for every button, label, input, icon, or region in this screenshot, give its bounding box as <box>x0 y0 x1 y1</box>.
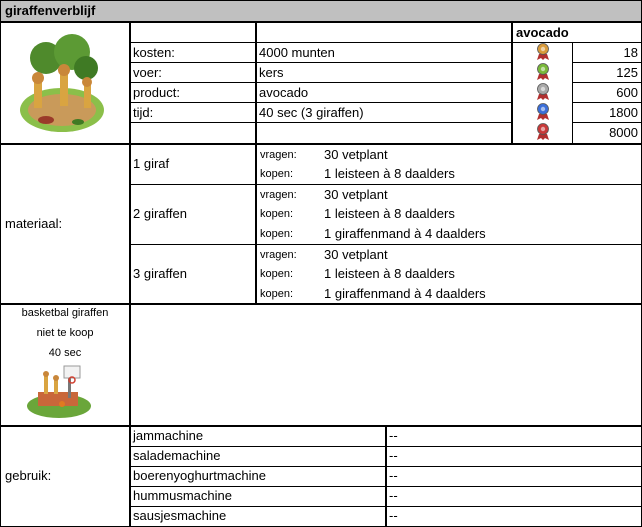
info-value-product: avocado <box>259 85 309 100</box>
decor-availability: niet te koop <box>36 327 94 339</box>
line-key: vragen: <box>260 149 297 161</box>
machine-name: jammachine <box>133 428 204 443</box>
line-key: vragen: <box>260 189 297 201</box>
decor-empty-cell <box>130 304 642 426</box>
machine-value: -- <box>389 448 398 463</box>
machine-value: -- <box>389 488 398 503</box>
line-value: 1 leisteen à 8 daalders <box>324 206 455 221</box>
line-key: kopen: <box>260 208 294 220</box>
blue-medal-icon <box>536 103 550 121</box>
info-label-voer: voer: <box>133 65 162 80</box>
machine-value: -- <box>389 428 398 443</box>
info-label-tijd: tijd: <box>133 105 154 120</box>
giraffe-enclosure-image <box>16 30 108 135</box>
group-name-2-giraffen: 2 giraffen <box>133 206 187 221</box>
basketball-giraffes-image <box>24 364 94 420</box>
silver-medal-icon <box>536 83 550 101</box>
info-value-voer: kers <box>259 65 284 80</box>
info-value-tijd: 40 sec (3 giraffen) <box>259 105 364 120</box>
materiaal-label: materiaal: <box>5 216 63 231</box>
line-value: 30 vetplant <box>324 187 388 202</box>
group-name-3-giraffen: 3 giraffen <box>133 266 187 281</box>
info-label-product: product: <box>133 85 180 100</box>
line-value: 1 leisteen à 8 daalders <box>324 266 455 281</box>
medal-value-red: 8000 <box>609 125 638 140</box>
line-value: 1 giraffenmand à 4 daalders <box>324 226 486 241</box>
group-name-1-giraf: 1 giraf <box>133 156 170 171</box>
bronze-medal-icon <box>536 43 550 61</box>
line-key: kopen: <box>260 288 294 300</box>
line-value: 1 giraffenmand à 4 daalders <box>324 286 486 301</box>
medal-value-blue: 1800 <box>609 105 638 120</box>
page-title: giraffenverblijf <box>5 3 96 18</box>
machine-name: salademachine <box>133 448 221 463</box>
decor-name: basketbal giraffen <box>21 307 109 319</box>
machine-name: boerenyoghurtmachine <box>133 468 266 483</box>
medal-value-silver: 600 <box>616 85 638 100</box>
title-bar <box>0 0 642 22</box>
line-value: 30 vetplant <box>324 147 388 162</box>
info-label-kosten: kosten: <box>133 45 175 60</box>
line-value: 30 vetplant <box>324 247 388 262</box>
medal-value-bronze: 18 <box>623 45 638 60</box>
product-box-title: avocado <box>516 25 569 40</box>
line-key: kopen: <box>260 168 294 180</box>
decor-time: 40 sec <box>48 347 82 359</box>
gebruik-values <box>386 426 642 527</box>
line-key: kopen: <box>260 228 294 240</box>
line-key: vragen: <box>260 249 297 261</box>
machine-name: sausjesmachine <box>133 508 227 523</box>
line-value: 1 leisteen à 8 daalders <box>324 166 455 181</box>
machine-value: -- <box>389 508 398 523</box>
green-medal-icon <box>536 63 550 81</box>
machine-value: -- <box>389 468 398 483</box>
info-value-kosten: 4000 munten <box>259 45 335 60</box>
red-medal-icon <box>536 123 550 141</box>
gebruik-label: gebruik: <box>5 468 52 483</box>
medal-value-green: 125 <box>616 65 638 80</box>
machine-name: hummusmachine <box>133 488 232 503</box>
line-key: kopen: <box>260 268 294 280</box>
